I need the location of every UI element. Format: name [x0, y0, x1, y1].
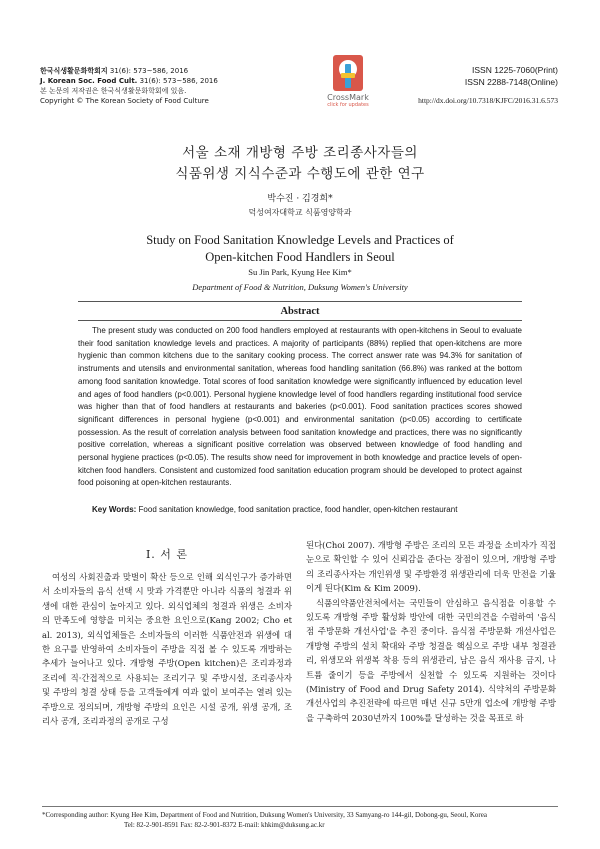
issn-print: ISSN 1225-7060(Print): [472, 65, 558, 75]
journal-vol-en: 31(6): 573~586, 2016: [139, 77, 218, 85]
footnote-divider: [42, 806, 558, 807]
keywords: [92, 505, 522, 514]
journal-vol-ko: 31(6): 573~586, 2016: [109, 67, 189, 75]
footnote-line1: *Corresponding author: Kyung Hee Kim, Department of Food and Nutrition, Duksung Women's University, 33 Samyang-ro 144-gil, Dobong-gu, Seoul, Korea: [42, 811, 487, 819]
title-en-line1: Study on Food Sanitation Knowledge Levels and Practices of: [146, 233, 454, 247]
paragraph: 식품의약품안전처에서는 국민들이 안심하고 음식점을 이용할 수 있도록 개방형 주방 활성화 방안에 대한 국민의견을 수렴하여 '음식점 주방문화 개선사업'을 추진 중이다. 음식점 주방문화 개선사업은 개방형 주방의 설치 확대와 주방 청결을 핵심으로 주방 내부 청결관리, 위생모와 위생복 착용 등의 위생관리, 남은 음식 재사용 금지, 나트륨 줄이기 등을 주방에서 실천할 수 있도록 지원하는 것이다(Ministry of Food and Drug Safety 2014). 식약처의 주방문화 개선사업의 추진전략에 따르면 매년 신규 5만개 업소에 개방형 주방을 구축하여 2030년까지 100%를 달성하는 것을 목표로 하: [306, 597, 556, 723]
paragraph: 된다(Choi 2007). 개방형 주방은 조리의 모든 과정을 소비자가 직접 눈으로 확인할 수 있어 신뢰감을 준다는 장점이 있으며, 개방형 주방의 조리종사자는 개인위생 및 주방환경 위생관리에 더욱 만전을 기울이게 된다(Kim & Kim 2009).: [306, 540, 556, 594]
crossmark-icon: [333, 55, 363, 91]
body-column-left: 여성의 사회진출과 맞벌이 확산 등으로 인해 외식인구가 증가하면서 소비자들의 음식 선택 시 맛과 가격뿐만 아니라 식품의 청결과 위생에 대한 관심이 높아지고 있다. 외식업체의 청결과 위생은 소비자의 만족도에 영향을 미치는 중요한 요인으로(Kang 2002; Cho et al. 2013), 외식업체들은 소비자들의 이러한 식품안전과 위생에 대한 요구를 반영하여 소비자들이 주방을 직접 볼 수 있도록 개방하는 추세가 늘어나고 있다. 개방형 주방(Open kitchen)은 조리과정과 조리에 직·간접적으로 사용되는 조리기구 및 주방시설, 조리종사자 및 주방의 청결 상태 등을 고객들에게 여과 없이 보여주는 열려 있는 주방으로 정의되며, 개방형 주방의 요인은 시설 공개, 위생 공개, 조리사 공개, 조리과정의 공개로 구성: [42, 572, 292, 727]
issn-online: ISSN 2288-7148(Online): [464, 77, 558, 87]
footnote-line2: Tel: 82-2-901-8591 Fax: 82-2-901-8372 E-mail: khkim@duksung.ac.kr: [124, 821, 325, 829]
journal-header: [40, 66, 218, 106]
title-en: [0, 232, 600, 266]
affiliation-ko: 덕성여자대학교 식품영양학과: [248, 208, 352, 217]
body-column-right: [306, 538, 556, 725]
authors-ko: 박수진 · 김경희*: [267, 194, 333, 204]
authors-en: Su Jin Park, Kyung Hee Kim*: [248, 267, 352, 277]
title-en-line2: Open-kitchen Food Handlers in Seoul: [205, 250, 395, 264]
keywords-list: Food sanitation knowledge, food sanitation practice, food handler, open-kitchen restaurant: [138, 505, 458, 514]
divider: [78, 301, 522, 302]
crossmark-sub: click for updates: [327, 102, 369, 108]
copyright-note-ko: 본 논문의 저작권은 한국식생활문화학회에 있음.: [40, 87, 187, 95]
doi-link[interactable]: http://dx.doi.org/10.7318/KJFC/2016.31.6.573: [418, 96, 558, 105]
journal-name-ko: 한국식생활문화학회지: [40, 67, 108, 75]
affiliation-en: Department of Food & Nutrition, Duksung Women's University: [192, 282, 408, 292]
divider: [78, 320, 522, 321]
journal-name-en: J. Korean Soc. Food Cult.: [40, 77, 138, 85]
abstract-title: Abstract: [280, 306, 320, 317]
title-ko-line2: 식품위생 지식수준과 수행도에 관한 연구: [175, 166, 425, 182]
crossmark-label: CrossMark: [327, 93, 369, 102]
crossmark-badge[interactable]: [322, 55, 374, 108]
title-ko-line1: 서울 소재 개방형 주방 조리종사자들의: [182, 145, 418, 161]
issn-block: [465, 64, 558, 88]
section-heading: Ⅰ. 서 론: [145, 548, 189, 561]
abstract-body: The present study was conducted on 200 food handlers employed at restaurants with open-kitchens in Seoul to evaluate their food sanitation knowledge levels and practices. A majority of participants (88%) replied that open-kitchens are more hygienic than common kitchens due to the sanitary cooking process. The correct answer rate was 94.3% for sanitation of instruments and utensils and environmental sanitation, whereas food handling sanitation (66.8%) was ranked at the bottom among food sanitation knowledge. Total scores of food sanitation knowledge were significantly influenced by education level and ages of food handlers (p<0.001). Personal hygiene knowledge level of food handlers regarding institutional food service was higher than that of food handlers at restaurants and bakeries (p<0.001). Food sanitation practices scores showed significant differences in personal hygiene (p<0.001) and environmental sanitation (p<0.05) according to certificate possession. As the result of correlation analysis between food sanitation knowledge and practices, there was no significantly positive correlation, whereas a significant positive correlation was observed between knowledge of food handling and personal hygiene practices (p<0.05). The results show need for improvement in both knowledge and practice levels of open-kitchen food handlers. Consistent and customized food sanitation education program should be developed to protect against food poisoning at open-kitchen restaurants.: [78, 326, 522, 488]
copyright-en: Copyright © The Korean Society of Food Culture: [40, 97, 209, 105]
title-ko: [0, 143, 600, 185]
footnote: [42, 810, 562, 830]
keywords-label: Key Words:: [92, 505, 137, 514]
